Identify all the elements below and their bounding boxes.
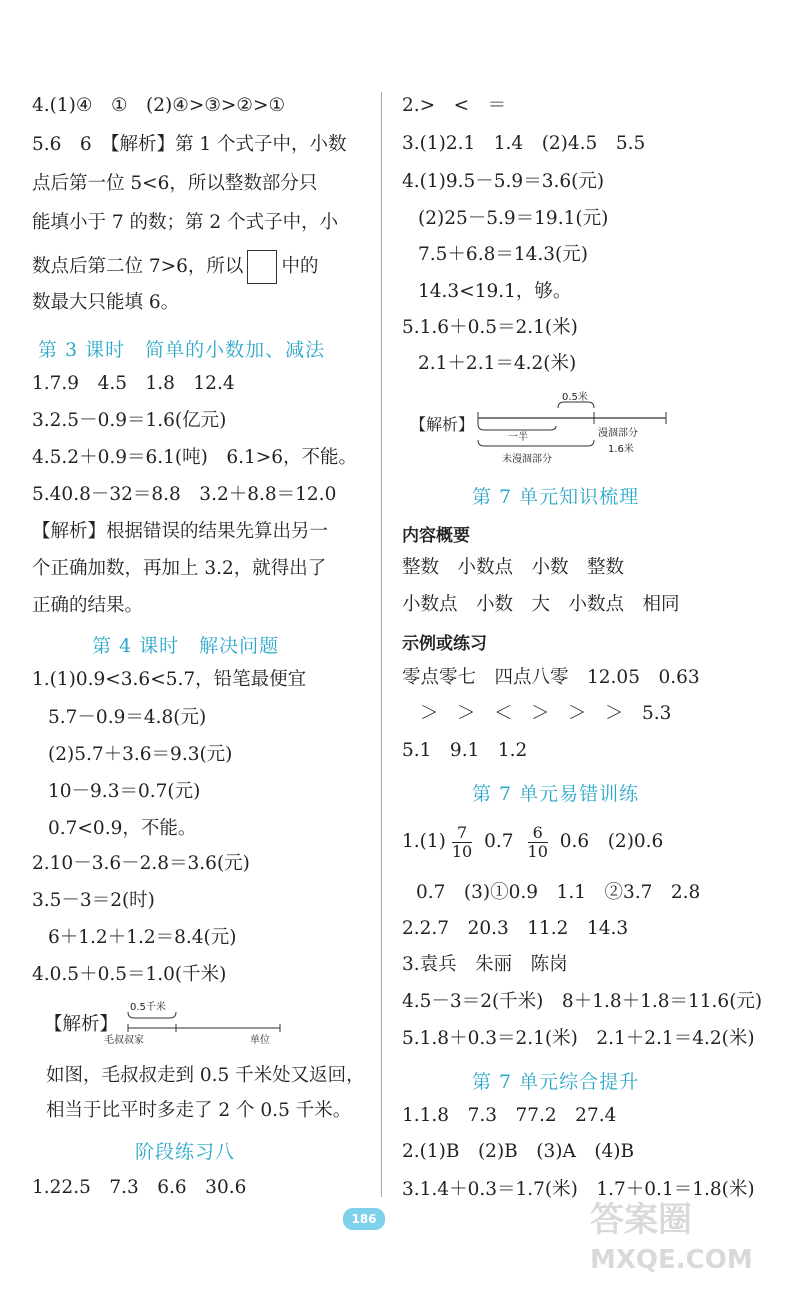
- numerator: 6: [528, 824, 548, 843]
- answer-line: 1.1.8 7.3 77.2 27.4: [402, 1105, 617, 1126]
- answer-line: 3.2.5－0.9＝1.6(亿元): [32, 410, 227, 431]
- answer-line: 零点零七 四点八零 12.05 0.63: [402, 667, 700, 688]
- answer-line: 2.10－3.6－2.8＝3.6(元): [32, 853, 250, 874]
- answer-line: 3.1.4＋0.3＝1.7(米) 1.7＋0.1＝1.8(米): [402, 1179, 755, 1200]
- answer-line: 2.(1)B (2)B (3)A (4)B: [402, 1141, 635, 1162]
- answer-line: 数最大只能填 6。: [32, 292, 180, 313]
- answer-line: 5.7－0.9＝4.8(元): [48, 707, 207, 728]
- answer-line: 14.3<19.1，够。: [418, 281, 572, 302]
- section-heading: 第 7 单元知识梳理: [472, 486, 640, 508]
- blank-box: [247, 250, 277, 284]
- diagram-label: 漫涸部分: [598, 428, 638, 439]
- answer-line: 【解析】: [44, 1014, 119, 1035]
- answer-text: 1.(1): [402, 831, 446, 852]
- answer-line: 4.(1)④ ① (2)④>③>②>①: [32, 95, 286, 116]
- diagram-label: 毛叔叔家: [104, 1035, 144, 1046]
- answer-line: 3.5－3＝2(时): [32, 890, 155, 911]
- answer-line: 3.袁兵 朱丽 陈岗: [402, 954, 568, 975]
- denominator: 10: [451, 841, 473, 861]
- section-heading: 第 7 单元易错训练: [472, 783, 640, 805]
- answer-line: 【解析】根据错误的结果先算出另一: [32, 521, 329, 542]
- diagram-label: 0.5千米: [130, 1002, 166, 1013]
- answer-line: 【解析】: [410, 415, 475, 434]
- watermark-logo: 答案圈 MXQE.COM: [590, 1200, 753, 1275]
- answer-text: 0.6 (2)0.6: [559, 831, 664, 852]
- answer-line: 正确的结果。: [32, 595, 144, 616]
- answer-line: 点后第一位 5<6，所以整数部分只: [32, 173, 318, 194]
- answer-line: 3.(1)2.1 1.4 (2)4.5 5.5: [402, 133, 646, 154]
- section-heading: 第 7 单元综合提升: [472, 1071, 640, 1093]
- answer-line: 5.6 6 【解析】第 1 个式子中，小数: [32, 134, 347, 155]
- answer-line: 5.40.8－32＝8.8 3.2＋8.8＝12.0: [32, 484, 337, 505]
- fraction: [528, 824, 548, 861]
- distance-diagram: [100, 998, 290, 1044]
- answer-line: 5.1.6＋0.5＝2.1(米): [402, 317, 578, 338]
- section-heading: 阶段练习八: [135, 1141, 236, 1163]
- answer-line: (2)5.7＋3.6＝9.3(元): [48, 744, 233, 765]
- subsection-title: 示例或练习: [402, 634, 487, 654]
- answer-line: 5.1 9.1 1.2: [402, 740, 528, 761]
- answer-line: 1.22.5 7.3 6.6 30.6: [32, 1177, 247, 1198]
- answer-line: 如图，毛叔叔走到 0.5 千米处又返回，: [46, 1065, 365, 1086]
- answer-line: 0.7 (3)①0.9 1.1 ②3.7 2.8: [416, 882, 701, 903]
- page-number: 186: [343, 1208, 385, 1230]
- answer-line: [32, 250, 318, 284]
- answer-line: 10－9.3＝0.7(元): [48, 781, 201, 802]
- answer-line: 1.(1)0.9<3.6<5.7，铅笔最便宜: [32, 669, 307, 690]
- answer-line: 相当于比平时多走了 2 个 0.5 千米。: [46, 1100, 352, 1121]
- answer-line: 小数点 小数 大 小数点 相同: [402, 594, 680, 615]
- answer-line: 6＋1.2＋1.2＝8.4(元): [48, 927, 237, 948]
- diagram-label: 未漫涸部分: [502, 454, 552, 465]
- diagram-label: 1.6米: [608, 444, 634, 455]
- diagram-label: 0.5米: [562, 392, 588, 403]
- answer-line: (2)25－5.9＝19.1(元): [418, 208, 609, 229]
- answer-line: 1.7.9 4.5 1.8 12.4: [32, 373, 235, 394]
- answer-line: 整数 小数点 小数 整数: [402, 557, 625, 578]
- subsection-title: 内容概要: [402, 526, 470, 546]
- numerator: 7: [452, 824, 472, 843]
- answer-line: 4.5.2＋0.9＝6.1(吨) 6.1>6，不能。: [32, 447, 358, 468]
- diagram-label: 一半: [508, 432, 528, 443]
- section-heading: 第 4 课时 解决问题: [92, 635, 280, 657]
- diagram-label: 单位: [250, 1035, 270, 1046]
- answer-line: [402, 822, 663, 862]
- answer-text: 中的: [281, 256, 319, 277]
- answer-line: 4.0.5＋0.5＝1.0(千米): [32, 964, 227, 985]
- answer-line: 个正确加数，再加上 3.2，就得出了: [32, 558, 327, 579]
- answer-line: ＞ ＞ ＜ ＞ ＞ ＞ 5.3: [420, 703, 672, 724]
- answer-line: 4.(1)9.5－5.9＝3.6(元): [402, 171, 605, 192]
- answer-text: 数点后第二位 7>6，所以: [32, 256, 244, 277]
- answer-line: 2.1＋2.1＝4.2(米): [418, 353, 577, 374]
- answer-line: 5.1.8＋0.3＝2.1(米) 2.1＋2.1＝4.2(米): [402, 1028, 755, 1049]
- answer-line: 2.2.7 20.3 11.2 14.3: [402, 918, 629, 939]
- diagram-lines: [470, 388, 670, 466]
- section-heading: 第 3 课时 简单的小数加、减法: [38, 339, 326, 361]
- answer-text: 0.7: [484, 831, 514, 852]
- column-divider: [381, 92, 382, 1197]
- answer-line: 能填小于 7 的数；第 2 个式子中，小: [32, 212, 339, 233]
- length-diagram: [470, 388, 670, 466]
- denominator: 10: [527, 841, 548, 861]
- answer-line: 0.7<0.9，不能。: [48, 818, 197, 839]
- answer-line: 2.> < ＝: [402, 95, 507, 116]
- answer-line: 7.5＋6.8＝14.3(元): [418, 244, 588, 265]
- fraction: [452, 824, 472, 861]
- answer-line: 4.5－3＝2(千米) 8＋1.8＋1.8＝11.6(元): [402, 991, 763, 1012]
